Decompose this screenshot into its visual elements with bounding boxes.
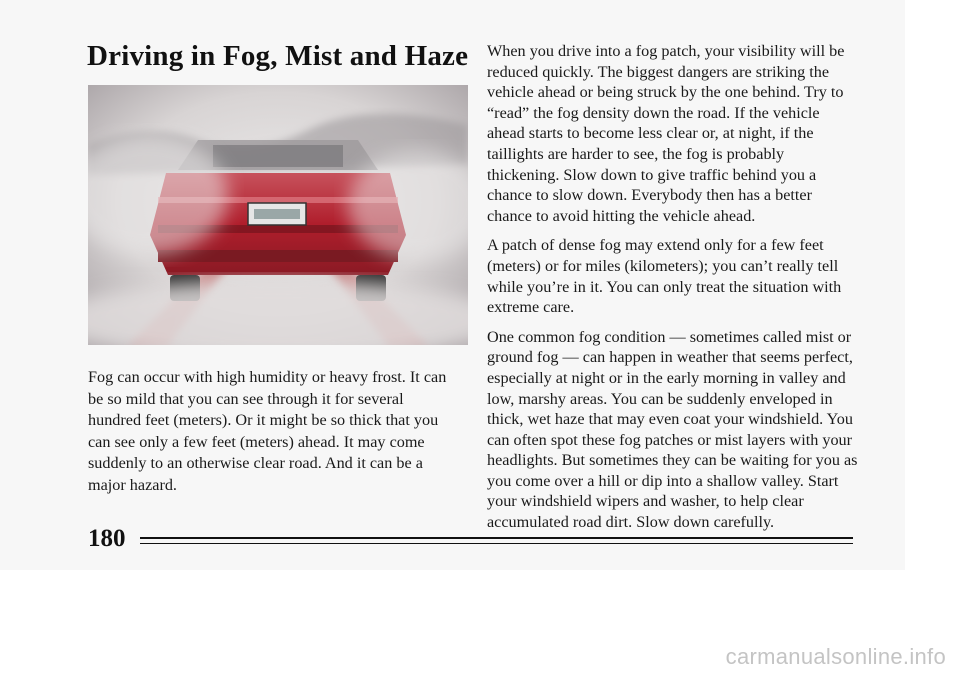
footer-rule-thin — [140, 543, 853, 544]
paragraph-fog-patch: When you drive into a fog patch, your visibility will be reduced quickly. The biggest dangers are striking the vehicle ahead or being struck by the one behind. Try to “read” the fog density down the road. If the vehicle ahead starts to become less clear or, at night, if the taillights are harder to see, the fog is probably thickening. Slow down to give traffic behind you a chance to slow down. Everybody then has a better chance to avoid hitting the vehicle ahead. — [487, 42, 845, 225]
site-watermark: carmanualsonline.info — [725, 644, 946, 669]
paragraph-dense-fog: A patch of dense fog may extend only for a few feet (meters) or for miles (kilometers); you can’t really tell while you’re in it. You can only treat the situation with extreme care. — [487, 236, 842, 317]
footer-rule-thick — [140, 537, 853, 539]
fog-intro-paragraph: Fog can occur with high humidity or heavy frost. It can be so mild that you can see through it for several hundred feet (meters). Or it might be so thick that you can see only a few feet (meters) ahead. It may come suddenly to an otherwise clear road. And it can be a major hazard. — [88, 368, 447, 494]
right-column — [487, 41, 859, 542]
page-number: 180 — [88, 525, 126, 552]
page-title: Driving in Fog, Mist and Haze — [87, 40, 469, 72]
paragraph-ground-fog: One common fog condition — sometimes called mist or ground fog — can happen in weather that seems perfect, especially at night or in the early morning in valley and low, marshy areas. You can be suddenly enveloped in thick, wet haze that may even coat your windshield. You can often spot these fog patches or mist layers with your headlights. But sometimes they can be waiting for you as you come over a hill or dip into a shallow valley. Start your windshield wipers and washer, to help clear accumulated road dirt. Slow down carefully. — [487, 327, 858, 532]
fog-car-photo — [88, 85, 468, 345]
